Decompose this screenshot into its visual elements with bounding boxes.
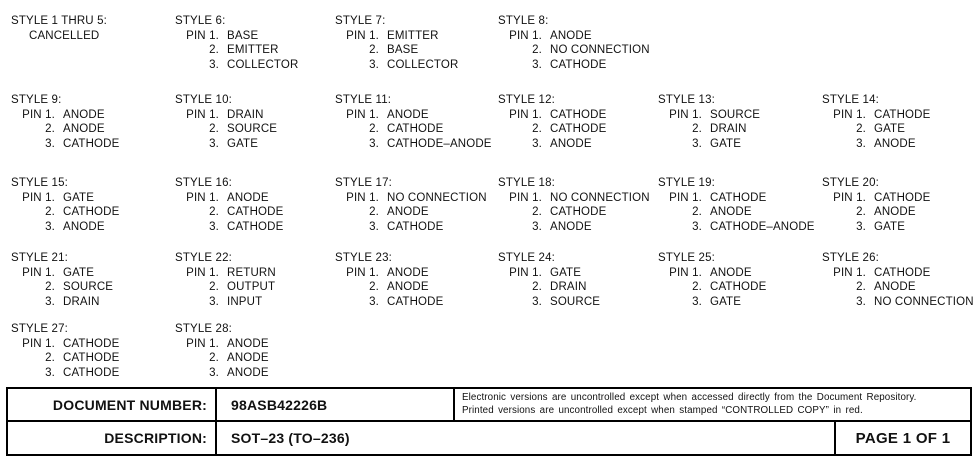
- pin-name: SOURCE: [227, 123, 278, 136]
- pin-number: 2.: [369, 281, 379, 294]
- pin-name: NO CONNECTION: [550, 191, 650, 204]
- pin-number: 2.: [532, 206, 542, 219]
- style-block: [11, 176, 119, 234]
- footer-table: [6, 387, 972, 456]
- pin-name: CATHODE: [874, 266, 931, 279]
- style-title: STYLE 28:: [175, 323, 232, 335]
- style-block: [822, 251, 974, 309]
- pin-name: CATHODE: [550, 123, 607, 136]
- pin-line: [658, 191, 815, 206]
- pin-line: [498, 205, 650, 220]
- pin-name: CATHODE: [550, 108, 607, 121]
- pin-line: [658, 295, 766, 310]
- style-block: [335, 93, 492, 151]
- style-block: [175, 251, 276, 309]
- style-block: [335, 251, 443, 309]
- style-title: STYLE 18:: [498, 177, 555, 189]
- style-block: [175, 176, 283, 234]
- pin-name: CATHODE: [874, 191, 931, 204]
- pin-name: BASE: [387, 44, 419, 57]
- pin-name: ANODE: [874, 281, 916, 294]
- style-title: STYLE 10:: [175, 94, 232, 106]
- pin-number: 3.: [856, 137, 866, 150]
- style-block: [498, 176, 650, 234]
- pin-line: [11, 137, 119, 152]
- pin-line: [11, 108, 119, 123]
- pin-name: CATHODE: [387, 123, 444, 136]
- pin-line: [498, 29, 650, 44]
- pin-line: [498, 191, 650, 206]
- pin-number: 2.: [692, 281, 702, 294]
- style-block: [175, 322, 269, 380]
- pin-number: PIN 1.: [669, 266, 702, 279]
- pin-number: PIN 1.: [509, 29, 542, 42]
- pin-name: COLLECTOR: [227, 58, 299, 71]
- pin-number: 3.: [692, 295, 702, 308]
- pin-line: [335, 266, 443, 281]
- pin-number: PIN 1.: [509, 191, 542, 204]
- pin-number: 3.: [692, 137, 702, 150]
- pin-number: 2.: [692, 123, 702, 136]
- pin-number: PIN 1.: [509, 266, 542, 279]
- pin-number: 2.: [45, 206, 55, 219]
- pin-line: [175, 366, 269, 381]
- pin-name: NO CONNECTION: [874, 295, 974, 308]
- pin-name: CATHODE: [63, 137, 120, 150]
- pin-line: [335, 295, 443, 310]
- pin-line: [822, 108, 930, 123]
- pin-line: [658, 122, 760, 137]
- pin-name: GATE: [550, 266, 582, 279]
- pin-line: [335, 43, 458, 58]
- style-title: STYLE 16:: [175, 177, 232, 189]
- disclaimer-line-1: Electronic versions are uncontrolled except when accessed directly from the Document Repository.: [462, 392, 917, 403]
- style-block: [11, 93, 119, 151]
- pin-number: 3.: [209, 220, 219, 233]
- pin-line: [498, 58, 650, 73]
- pin-line: [175, 58, 298, 73]
- pin-number: 2.: [856, 123, 866, 136]
- pin-number: 3.: [532, 220, 542, 233]
- pin-line: [335, 280, 443, 295]
- pin-line: [11, 351, 119, 366]
- pin-number: 2.: [856, 206, 866, 219]
- pin-number: PIN 1.: [346, 266, 379, 279]
- pin-line: [175, 29, 298, 44]
- pin-name: NO CONNECTION: [387, 191, 487, 204]
- style-title: STYLE 25:: [658, 252, 715, 264]
- pin-line: [498, 108, 606, 123]
- pin-number: 3.: [369, 137, 379, 150]
- pin-number: PIN 1.: [346, 191, 379, 204]
- pin-line: [11, 366, 119, 381]
- pin-name: CATHODE: [710, 191, 767, 204]
- pin-number: 3.: [369, 58, 379, 71]
- pin-name: ANODE: [550, 220, 592, 233]
- pin-number: 3.: [45, 220, 55, 233]
- pin-line: [498, 43, 650, 58]
- pin-name: ANODE: [227, 366, 269, 379]
- pin-line: [11, 122, 119, 137]
- pin-number: 2.: [45, 352, 55, 365]
- pin-name: CATHODE: [387, 295, 444, 308]
- pin-name: GATE: [710, 295, 742, 308]
- pin-name: ANODE: [550, 29, 592, 42]
- pin-name: COLLECTOR: [387, 58, 459, 71]
- pin-name: ANODE: [387, 281, 429, 294]
- pin-number: PIN 1.: [186, 191, 219, 204]
- pin-name: EMITTER: [227, 44, 279, 57]
- style-title: STYLE 7:: [335, 15, 386, 27]
- pin-name: CATHODE–ANODE: [387, 137, 492, 150]
- pin-name: ANODE: [63, 123, 105, 136]
- pin-name: CATHODE: [63, 337, 120, 350]
- pin-name: ANODE: [387, 266, 429, 279]
- pin-name: ANODE: [227, 337, 269, 350]
- pin-name: NO CONNECTION: [550, 44, 650, 57]
- pin-line: [335, 205, 487, 220]
- pin-name: ANODE: [710, 206, 752, 219]
- pin-name: BASE: [227, 29, 259, 42]
- pin-name: INPUT: [227, 295, 263, 308]
- pin-line: [11, 205, 119, 220]
- pin-name: CATHODE: [550, 206, 607, 219]
- pin-number: PIN 1.: [22, 337, 55, 350]
- pin-line: [335, 220, 487, 235]
- pin-line: [658, 108, 760, 123]
- pin-line: [822, 266, 974, 281]
- pin-name: CATHODE: [874, 108, 931, 121]
- pin-name: ANODE: [63, 220, 105, 233]
- pin-line: [175, 137, 277, 152]
- pin-line: [11, 337, 119, 352]
- pin-name: GATE: [63, 191, 95, 204]
- pin-name: EMITTER: [387, 29, 439, 42]
- pin-number: 3.: [209, 137, 219, 150]
- style-block: [335, 176, 487, 234]
- style-title: STYLE 24:: [498, 252, 555, 264]
- pin-number: PIN 1.: [833, 108, 866, 121]
- pin-name: CATHODE: [387, 220, 444, 233]
- pin-line: [822, 205, 930, 220]
- style-title: STYLE 21:: [11, 252, 68, 264]
- pin-name: GATE: [63, 266, 95, 279]
- pin-number: PIN 1.: [509, 108, 542, 121]
- pin-number: PIN 1.: [346, 108, 379, 121]
- pin-line: [335, 58, 458, 73]
- pin-line: [335, 122, 492, 137]
- pin-number: 2.: [209, 352, 219, 365]
- style-title: STYLE 27:: [11, 323, 68, 335]
- pin-name: ANODE: [63, 108, 105, 121]
- style-block: [11, 14, 107, 43]
- pin-name: DRAIN: [550, 281, 587, 294]
- style-block: [822, 176, 930, 234]
- pin-number: PIN 1.: [186, 266, 219, 279]
- disclaimer-text: [455, 389, 970, 420]
- style-block: [335, 14, 458, 72]
- disclaimer-line-2: Printed versions are uncontrolled except when stamped “CONTROLLED COPY” in red.: [462, 404, 863, 416]
- style-title: STYLE 17:: [335, 177, 392, 189]
- page-indicator: PAGE 1 OF 1: [834, 422, 970, 454]
- pin-number: 2.: [532, 44, 542, 57]
- pin-name: ANODE: [874, 137, 916, 150]
- style-block: [498, 14, 650, 72]
- pin-line: [11, 266, 113, 281]
- pin-name: GATE: [710, 137, 742, 150]
- pin-number: 2.: [209, 206, 219, 219]
- pin-number: PIN 1.: [22, 266, 55, 279]
- pin-name: CATHODE: [550, 58, 607, 71]
- pin-name: SOURCE: [710, 108, 761, 121]
- pin-number: 2.: [209, 44, 219, 57]
- pin-name: GATE: [227, 137, 259, 150]
- pin-line: [822, 137, 930, 152]
- document-number-label: DOCUMENT NUMBER:: [8, 389, 217, 420]
- pin-name: SOURCE: [63, 281, 114, 294]
- style-block: [658, 93, 760, 151]
- pin-number: 3.: [532, 58, 542, 71]
- pin-number: PIN 1.: [669, 108, 702, 121]
- pin-line: [175, 43, 298, 58]
- pin-line: [658, 137, 760, 152]
- pin-line: [822, 191, 930, 206]
- pin-number: 2.: [45, 281, 55, 294]
- document-number-value: 98ASB42226B: [217, 389, 455, 420]
- pin-number: PIN 1.: [22, 191, 55, 204]
- pin-name: ANODE: [387, 206, 429, 219]
- pin-number: PIN 1.: [833, 266, 866, 279]
- footer-row-description: [8, 422, 970, 454]
- pin-number: 2.: [209, 281, 219, 294]
- pin-line: [175, 205, 283, 220]
- pin-name: DRAIN: [710, 123, 747, 136]
- pin-name: ANODE: [387, 108, 429, 121]
- pin-name: SOURCE: [550, 295, 601, 308]
- style-title: STYLE 14:: [822, 94, 879, 106]
- pin-number: 2.: [532, 123, 542, 136]
- pin-line: [11, 295, 113, 310]
- pin-number: 3.: [369, 295, 379, 308]
- pin-name: CATHODE: [63, 352, 120, 365]
- pin-number: 2.: [369, 206, 379, 219]
- description-value: SOT–23 (TO–236): [231, 430, 350, 446]
- style-title: STYLE 22:: [175, 252, 232, 264]
- pin-line: [335, 108, 492, 123]
- style-block: [658, 251, 766, 309]
- pin-name: ANODE: [550, 137, 592, 150]
- style-title: STYLE 19:: [658, 177, 715, 189]
- pin-number: 2.: [856, 281, 866, 294]
- pin-line: [335, 191, 487, 206]
- pin-line: [498, 137, 606, 152]
- pin-line: [335, 137, 492, 152]
- pin-number: 3.: [209, 58, 219, 71]
- style-title: STYLE 11:: [335, 94, 392, 106]
- pin-line: [658, 220, 815, 235]
- pin-number: PIN 1.: [186, 29, 219, 42]
- pin-line: [822, 220, 930, 235]
- pin-line: [11, 280, 113, 295]
- pin-line: [175, 220, 283, 235]
- style-title: STYLE 13:: [658, 94, 715, 106]
- pin-name: CATHODE: [227, 220, 284, 233]
- style-block: [11, 251, 113, 309]
- pin-number: 3.: [532, 295, 542, 308]
- pin-name: ANODE: [710, 266, 752, 279]
- pin-line: [175, 337, 269, 352]
- pin-line: [498, 220, 650, 235]
- pin-line: [175, 108, 277, 123]
- pin-number: 3.: [45, 295, 55, 308]
- style-block: [658, 176, 815, 234]
- pin-name: DRAIN: [63, 295, 100, 308]
- pin-number: 3.: [532, 137, 542, 150]
- pin-name: GATE: [874, 123, 906, 136]
- pin-line: [498, 280, 600, 295]
- style-title: STYLE 1 THRU 5:: [11, 15, 107, 27]
- pin-line: [822, 295, 974, 310]
- pin-name: DRAIN: [227, 108, 264, 121]
- pin-name: ANODE: [227, 191, 269, 204]
- pin-name: CATHODE: [710, 281, 767, 294]
- style-title: STYLE 9:: [11, 94, 62, 106]
- pin-line: [175, 295, 276, 310]
- pin-name: ANODE: [874, 206, 916, 219]
- pin-number: 2.: [45, 123, 55, 136]
- pin-name: ANODE: [227, 352, 269, 365]
- pin-name: CATHODE: [63, 206, 120, 219]
- style-title: STYLE 26:: [822, 252, 879, 264]
- pin-line: [11, 191, 119, 206]
- pin-line: [498, 266, 600, 281]
- style-title: STYLE 8:: [498, 15, 549, 27]
- pin-number: 3.: [45, 137, 55, 150]
- pin-number: PIN 1.: [346, 29, 379, 42]
- pin-line: [11, 220, 119, 235]
- pin-number: 2.: [209, 123, 219, 136]
- pin-line: [175, 280, 276, 295]
- pin-line: [658, 280, 766, 295]
- pin-number: PIN 1.: [186, 337, 219, 350]
- pin-number: 3.: [369, 220, 379, 233]
- style-block: [175, 14, 298, 72]
- pin-number: 3.: [856, 220, 866, 233]
- style-block: [498, 251, 600, 309]
- pin-name: RETURN: [227, 266, 276, 279]
- pin-number: 3.: [45, 366, 55, 379]
- pin-line: [498, 295, 600, 310]
- style-block: [498, 93, 606, 151]
- pin-line: [175, 351, 269, 366]
- style-block: [11, 322, 119, 380]
- pin-line: [498, 122, 606, 137]
- pin-line: [658, 266, 766, 281]
- style-block: [175, 93, 277, 151]
- pin-number: 2.: [692, 206, 702, 219]
- style-title: STYLE 15:: [11, 177, 68, 189]
- pin-line: [822, 122, 930, 137]
- footer-row-document-number: [8, 389, 970, 422]
- pin-number: 3.: [856, 295, 866, 308]
- description-label: DESCRIPTION:: [8, 422, 217, 454]
- pin-number: PIN 1.: [186, 108, 219, 121]
- pin-number: 2.: [532, 281, 542, 294]
- pin-number: 3.: [209, 366, 219, 379]
- style-block: [822, 93, 930, 151]
- pin-number: PIN 1.: [833, 191, 866, 204]
- style-title: STYLE 12:: [498, 94, 555, 106]
- pin-name: CATHODE: [63, 366, 120, 379]
- style-title: STYLE 23:: [335, 252, 392, 264]
- pin-line: [175, 191, 283, 206]
- style-title: STYLE 6:: [175, 15, 226, 27]
- pin-name: CATHODE: [227, 206, 284, 219]
- style-title: STYLE 20:: [822, 177, 879, 189]
- pin-line: [175, 122, 277, 137]
- pin-line: [335, 29, 458, 44]
- pin-number: PIN 1.: [669, 191, 702, 204]
- style-note: CANCELLED: [29, 29, 100, 42]
- pin-number: 2.: [369, 123, 379, 136]
- pin-line: [175, 266, 276, 281]
- pin-name: CATHODE–ANODE: [710, 220, 815, 233]
- pin-number: 3.: [692, 220, 702, 233]
- pin-line: [822, 280, 974, 295]
- pin-number: 3.: [209, 295, 219, 308]
- pin-name: GATE: [874, 220, 906, 233]
- pin-name: OUTPUT: [227, 281, 276, 294]
- pin-number: 2.: [369, 44, 379, 57]
- pin-number: PIN 1.: [22, 108, 55, 121]
- pin-line: [658, 205, 815, 220]
